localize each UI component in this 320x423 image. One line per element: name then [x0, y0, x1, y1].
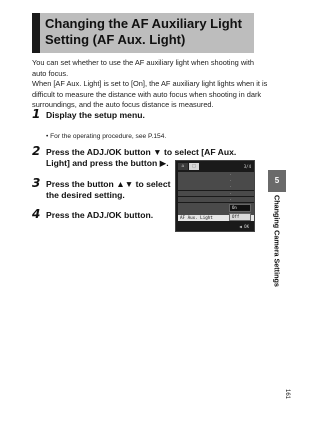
lcd-menu-row: · [178, 178, 254, 184]
lcd-option-on: On [229, 204, 251, 212]
title-line-2: Setting (AF Aux. Light) [45, 32, 186, 47]
setup-tab-icon: ⬚ [189, 163, 199, 170]
camera-icon: ⌂ [178, 163, 188, 170]
step-text: Press the ADJ./OK button. [46, 210, 154, 220]
lcd-menu-row: · [178, 172, 254, 178]
step-text: Press the ADJ./OK button ▼ to select [AF Aux. Light] and press the button ▶. [46, 147, 237, 168]
step-number: 2 [32, 144, 41, 158]
lcd-menu-row: · [178, 191, 254, 197]
lcd-menu-row: · [178, 184, 254, 190]
title-accent-bar [32, 13, 40, 53]
step-number: 4 [32, 207, 41, 221]
step-1-note: • For the operating procedure, see P.154. [46, 133, 167, 140]
step-number: 3 [32, 176, 41, 190]
chapter-number-tab: 5 [268, 170, 286, 192]
camera-lcd-screenshot [175, 160, 255, 232]
lcd-menu-row-af-aux-light: AF Aux. Light [178, 215, 254, 221]
step-number: 1 [32, 107, 41, 121]
lcd-option-off: Off [229, 213, 251, 221]
page-title [45, 16, 251, 48]
step-text: Press the button ▲▼ to select the desired setting. [46, 179, 171, 200]
intro-paragraph-2: When [AF Aux. Light] is set to [On], the AF auxiliary light lights when it is difficult to measure the distance with auto focus when shooting in dark surroundings, and the auto focus distance is measured. [32, 79, 268, 110]
lcd-options-popup [229, 204, 251, 222]
section-title-box [32, 13, 254, 53]
title-line-1: Changing the AF Auxiliary Light [45, 16, 242, 31]
chapter-title-label: Changing Camera Settings [272, 195, 282, 287]
lcd-tab-bar [178, 163, 200, 170]
lcd-page-indicator: 3/4 [243, 164, 251, 169]
intro-paragraph-1: You can set whether to use the AF auxiliary light when shooting with auto focus. [32, 58, 254, 78]
lcd-ok-hint: ◀ OK [239, 224, 249, 229]
page-number: 161 [284, 389, 290, 400]
step-text: Display the setup menu. [46, 110, 145, 120]
lcd-menu-row: · [178, 197, 254, 203]
intro-text [32, 58, 268, 111]
